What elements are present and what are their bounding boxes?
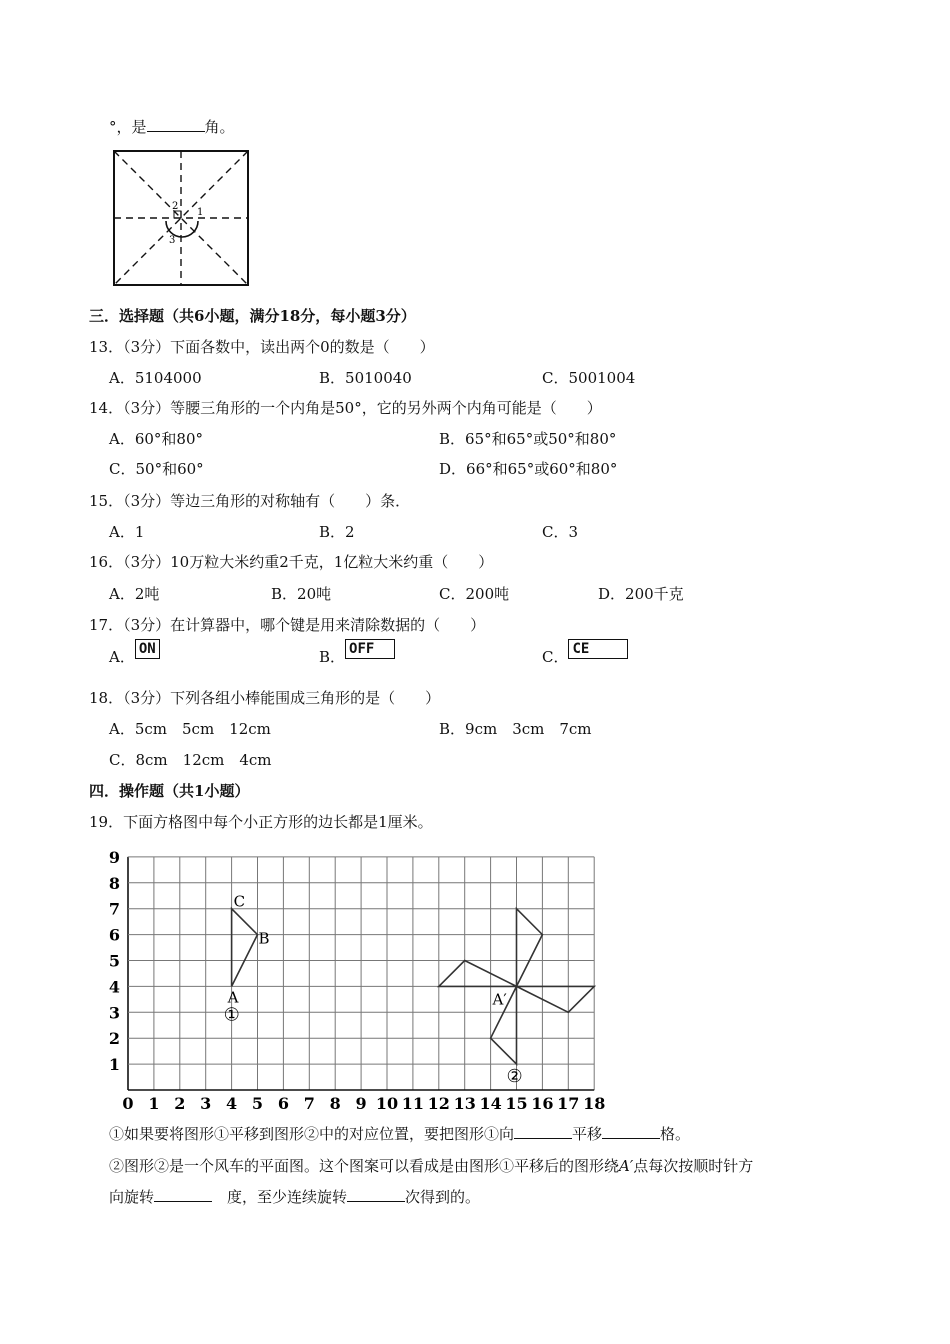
answer-blank-degrees[interactable] (154, 1187, 212, 1202)
angle-label-3: 3 (169, 235, 176, 246)
question-13-stem: 13．（3分）下面各数中，读出两个0的数是（ ） (89, 338, 435, 356)
q18-option-b[interactable]: B．9cm 3cm 7cm (439, 720, 592, 738)
y-tick-label: 4 (108, 977, 120, 997)
x-tick-label: 13 (453, 1094, 476, 1113)
q14-option-b[interactable]: B．65°和65°或50°和80° (439, 430, 617, 448)
x-tick-label: 3 (200, 1094, 212, 1113)
y-tick-label: 1 (108, 1055, 120, 1075)
question-19-stem: 19．下面方格图中每个小正方形的边长都是1厘米。 (89, 813, 433, 831)
q14-option-a[interactable]: A．60°和80° (109, 430, 204, 448)
point-label-c: C (233, 892, 246, 911)
x-tick-label: 11 (401, 1094, 425, 1113)
q15-option-c[interactable]: C．3 (542, 523, 579, 541)
q13-option-a[interactable]: A．5104000 (109, 369, 202, 387)
shape-label-2: ② (506, 1066, 523, 1087)
q17-option-c[interactable]: C． CE (542, 647, 628, 667)
x-tick-label: 10 (375, 1094, 399, 1113)
question-16-stem: 16．（3分）10万粒大米约重2千克，1亿粒大米约重（ ） (89, 553, 494, 571)
q15-option-b[interactable]: B．2 (319, 523, 355, 541)
grid-lines (128, 857, 594, 1090)
y-tick-label: 9 (108, 847, 120, 867)
x-tick-label: 6 (277, 1094, 289, 1113)
point-label-a: A (227, 988, 239, 1007)
q14-option-c[interactable]: C．50°和60° (109, 460, 204, 478)
question-14-stem: 14．（3分）等腰三角形的一个内角是50°，它的另外两个内角可能是（ ） (89, 399, 602, 417)
x-tick-label: 8 (329, 1094, 341, 1113)
prev-question-tail: °，是 角。 (109, 118, 235, 136)
calculator-key-on: ON (135, 639, 160, 659)
q16-option-b[interactable]: B．20吨 (271, 585, 332, 603)
q13-option-b[interactable]: B．5010040 (319, 369, 412, 387)
x-tick-label: 12 (427, 1094, 450, 1113)
triangle-1 (232, 909, 258, 987)
grid-figure (100, 840, 620, 1115)
q15-option-a[interactable]: A．1 (109, 523, 145, 541)
answer-blank[interactable] (147, 117, 205, 132)
y-tick-label: 8 (108, 873, 120, 893)
section-3-title: 三．选择题（共6小题，满分18分，每小题3分） (89, 307, 416, 325)
pinwheel-blade-left (439, 961, 517, 987)
question-18-stem: 18．（3分）下列各组小棒能围成三角形的是（ ） (89, 689, 441, 707)
point-label-b: B (258, 929, 270, 948)
q17-option-b[interactable]: B． OFF (319, 647, 395, 667)
y-tick-label: 3 (108, 1003, 120, 1023)
x-tick-label: 14 (479, 1094, 502, 1113)
q18-option-a[interactable]: A．5cm 5cm 12cm (109, 720, 271, 738)
calculator-key-ce: CE (568, 639, 628, 659)
x-tick-label: 17 (557, 1094, 580, 1113)
folded-square-figure (108, 145, 254, 291)
angle-label-2: 2 (172, 201, 179, 212)
q14-option-d[interactable]: D．66°和65°或60°和80° (439, 460, 618, 478)
q13-option-c[interactable]: C．5001004 (542, 369, 636, 387)
x-tick-label: 1 (148, 1094, 160, 1113)
section-4-title: 四．操作题（共1小题） (89, 782, 250, 800)
q17-option-a[interactable]: A． ON (109, 647, 160, 667)
y-tick-label: 5 (108, 951, 120, 971)
question-15-stem: 15．（3分）等边三角形的对称轴有（ ）条． (89, 492, 411, 510)
x-tick-label: 7 (303, 1094, 315, 1113)
answer-blank-times[interactable] (347, 1187, 405, 1202)
q16-option-a[interactable]: A．2吨 (109, 585, 160, 603)
x-tick-label: 18 (583, 1094, 606, 1113)
calculator-key-off: OFF (345, 639, 395, 659)
pinwheel-blade-up (517, 909, 543, 987)
answer-blank-steps[interactable] (602, 1124, 660, 1139)
q18-option-c[interactable]: C．8cm 12cm 4cm (109, 751, 272, 769)
answer-blank-direction[interactable] (514, 1124, 572, 1139)
pinwheel-blade-right (517, 986, 595, 1012)
x-tick-label: 9 (355, 1094, 367, 1113)
x-tick-label: 5 (251, 1094, 264, 1113)
x-tick-label: 15 (505, 1094, 528, 1113)
q19-part-2-line-2: 向旋转 度，至少连续旋转 次得到的。 (109, 1188, 481, 1206)
angle-label-1: 1 (197, 207, 204, 218)
y-tick-label: 7 (108, 899, 120, 919)
q19-part-2-line-1: ②图形②是一个风车的平面图。这个图案可以看成是由图形①平移后的图形绕A′点每次按顺时针方 (109, 1157, 754, 1175)
q16-option-d[interactable]: D．200千克 (598, 585, 684, 603)
x-tick-label: 16 (531, 1094, 554, 1113)
y-tick-label: 6 (108, 925, 120, 945)
q19-part-1: ①如果要将图形①平移到图形②中的对应位置，要把图形①向 平移 格。 (109, 1125, 691, 1143)
axis-labels (109, 848, 605, 1113)
shape-label-1: ① (223, 1004, 240, 1026)
point-label-a-prime: A′ (492, 990, 507, 1009)
x-tick-label: 2 (174, 1094, 186, 1113)
y-tick-label: 2 (108, 1029, 120, 1049)
q16-option-c[interactable]: C．200吨 (439, 585, 510, 603)
question-17-stem: 17．（3分）在计算器中，哪个键是用来清除数据的（ ） (89, 616, 486, 634)
x-tick-label: 4 (226, 1094, 238, 1113)
x-tick-label: 0 (122, 1094, 134, 1113)
